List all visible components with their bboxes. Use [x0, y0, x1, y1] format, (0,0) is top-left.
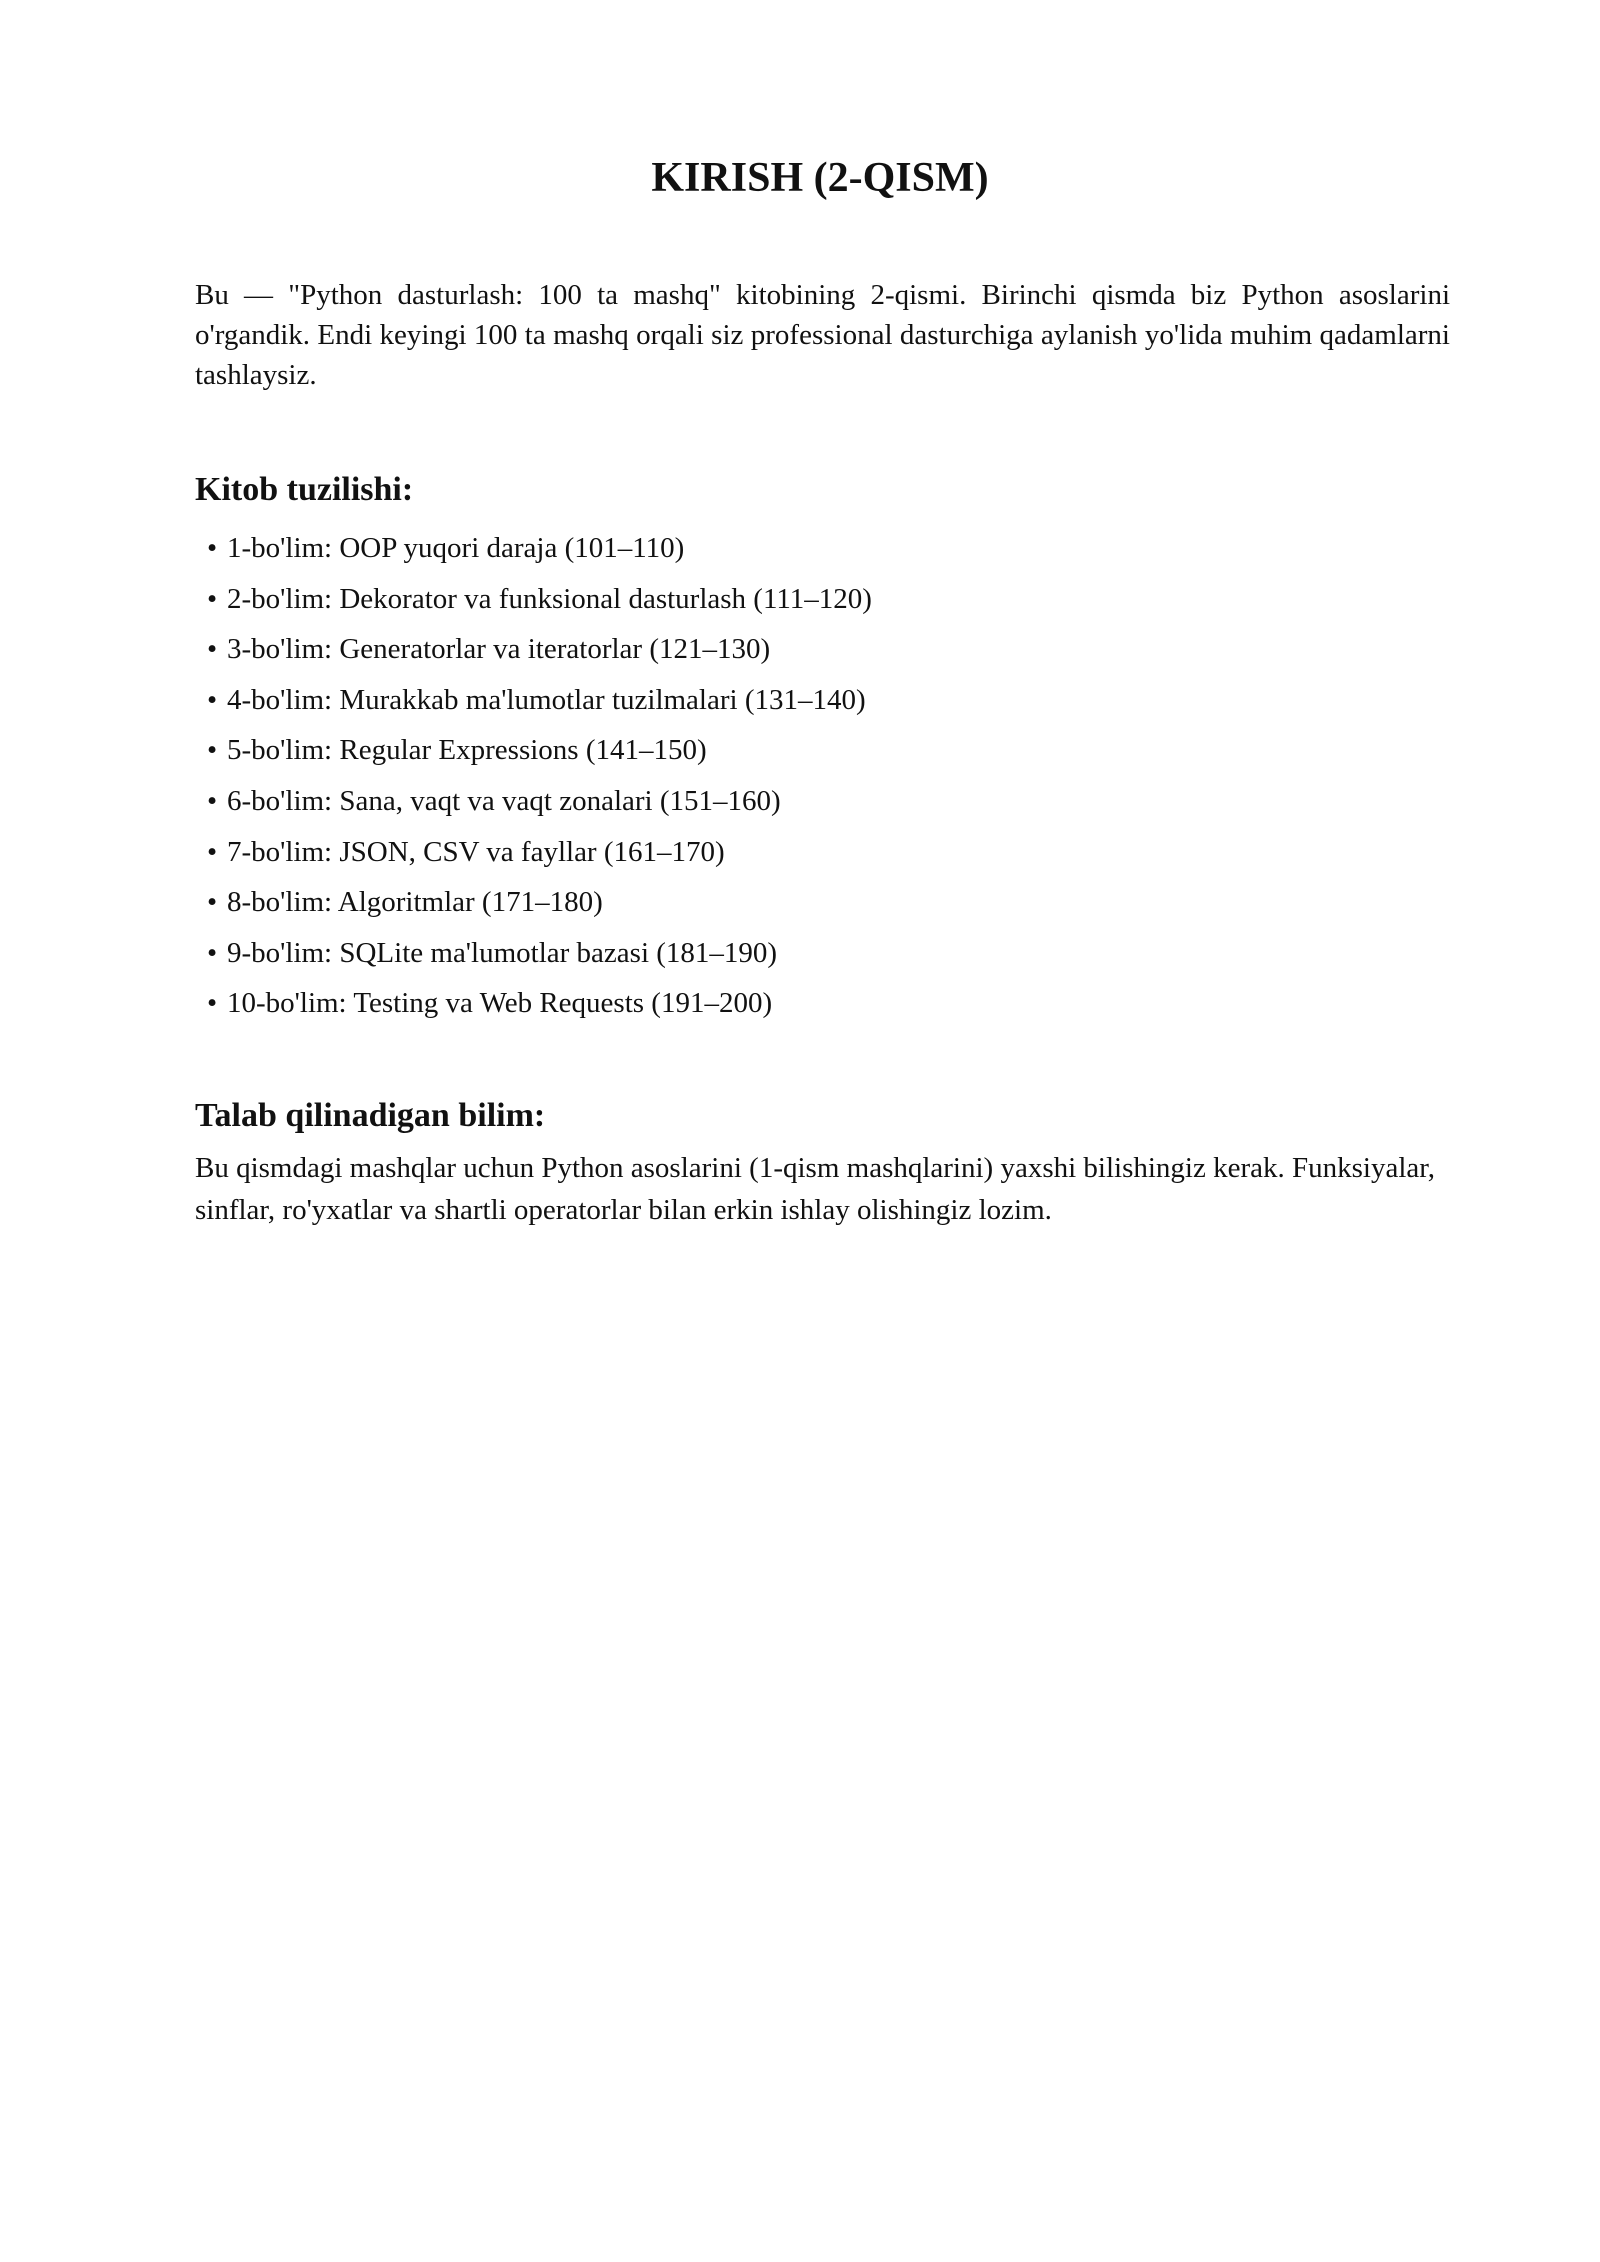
structure-item-label: 5-bo'lim: Regular Expressions (141–150) — [227, 734, 707, 767]
structure-item-label: 10-bo'lim: Testing va Web Requests (191–200) — [227, 987, 773, 1020]
intro-paragraph: Bu — "Python dasturlash: 100 ta mashq" kitobining 2-qismi. Birinchi qismda biz Python asoslarini o'rgandik. Endi keyingi 100 ta mashq orqali siz professional dasturchiga aylanish yo'lida muhim qadamlarni tashlaysiz. — [195, 279, 1450, 391]
structure-item-2 — [207, 574, 872, 625]
structure-item-6 — [207, 776, 872, 827]
bullet-icon: • — [207, 886, 218, 919]
page-title: KIRISH (2-QISM) — [651, 155, 989, 201]
structure-item-label: 4-bo'lim: Murakkab ma'lumotlar tuzilmalari (131–140) — [227, 683, 866, 716]
structure-item-label: 8-bo'lim: Algoritmlar (171–180) — [227, 886, 603, 919]
structure-list — [207, 523, 872, 1029]
structure-item-4 — [207, 675, 872, 726]
structure-item-label: 1-bo'lim: OOP yuqori daraja (101–110) — [227, 532, 685, 564]
structure-item-1 — [207, 523, 872, 574]
requirements-heading: Talab qilinadigan bilim: — [195, 1097, 546, 1134]
bullet-icon: • — [207, 633, 218, 666]
structure-item-5 — [207, 725, 872, 776]
structure-item-label: 7-bo'lim: JSON, CSV va fayllar (161–170) — [227, 835, 725, 868]
structure-item-label: 9-bo'lim: SQLite ma'lumotlar bazasi (181–190) — [227, 936, 778, 969]
structure-item-8 — [207, 877, 872, 928]
bullet-icon: • — [207, 734, 218, 767]
structure-heading: Kitob tuzilishi: — [195, 471, 414, 508]
requirements-paragraph: Bu qismdagi mashqlar uchun Python asoslarini (1-qism mashqlarini) yaxshi bilishingiz kerak. Funksiyalar, sinflar, ro'yxatlar va shartli operatorlar bilan erkin ishlay olishingiz lozim. — [195, 1152, 1436, 1226]
bullet-icon: • — [207, 987, 218, 1020]
bullet-icon: • — [207, 835, 218, 868]
structure-item-label: 3-bo'lim: Generatorlar va iteratorlar (121–130) — [227, 633, 771, 666]
bullet-icon: • — [207, 582, 218, 615]
bullet-icon: • — [207, 784, 218, 817]
bullet-icon: • — [207, 532, 218, 564]
bullet-icon: • — [207, 936, 218, 969]
structure-item-10 — [207, 978, 872, 1029]
bullet-icon: • — [207, 683, 218, 716]
structure-item-7 — [207, 827, 872, 878]
structure-item-label: 6-bo'lim: Sana, vaqt va vaqt zonalari (151–160) — [227, 784, 781, 817]
structure-item-label: 2-bo'lim: Dekorator va funksional dasturlash (111–120) — [227, 582, 872, 615]
structure-item-3 — [207, 624, 872, 675]
structure-item-9 — [207, 928, 872, 979]
